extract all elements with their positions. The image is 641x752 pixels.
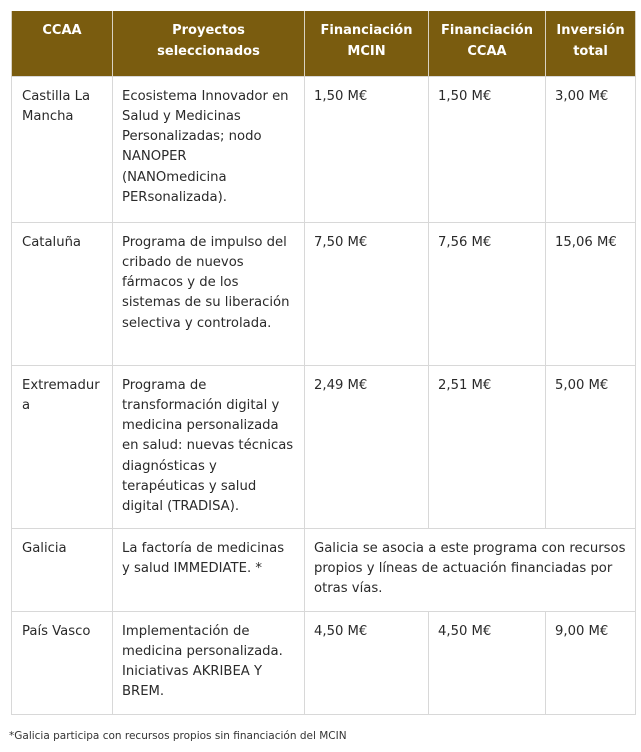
cell-financiacion-mcin: 2,49 M€ bbox=[305, 365, 429, 528]
table-row bbox=[12, 222, 636, 365]
header-ccaa: CCAA bbox=[12, 11, 113, 76]
cell-financiacion-mcin: 1,50 M€ bbox=[305, 76, 429, 222]
cell-inversion-total: 15,06 M€ bbox=[546, 222, 636, 365]
header-financiacion-ccaa: Financiación CCAA bbox=[429, 11, 546, 76]
cell-financiacion-ccaa: 2,51 M€ bbox=[429, 365, 546, 528]
cell-proyecto: Programa de impulso del cribado de nuevos fármacos y de los sistemas de su liberación selectiva y controlada. bbox=[113, 222, 305, 365]
cell-ccaa: Extremadura bbox=[12, 365, 113, 528]
cell-financiacion-mcin: 4,50 M€ bbox=[305, 611, 429, 714]
cell-proyecto: Programa de transformación digital y medicina personalizada en salud: nuevas técnicas diagnósticas y terapéuticas y salud digital (TRADISA). bbox=[113, 365, 305, 528]
table-row bbox=[12, 528, 636, 611]
header-inversion-total: Inversión total bbox=[546, 11, 636, 76]
cell-proyecto: La factoría de medicinas y salud IMMEDIATE. * bbox=[113, 528, 305, 611]
cell-galicia-note: Galicia se asocia a este programa con recursos propios y líneas de actuación financiadas por otras vías. bbox=[305, 528, 636, 611]
cell-proyecto: Ecosistema Innovador en Salud y Medicinas Personalizadas; nodo NANOPER (NANOmedicina PERsonalizada). bbox=[113, 76, 305, 222]
cell-financiacion-ccaa: 4,50 M€ bbox=[429, 611, 546, 714]
funding-table bbox=[11, 11, 636, 715]
header-financiacion-mcin: Financiación MCIN bbox=[305, 11, 429, 76]
header-proyectos: Proyectos seleccionados bbox=[113, 11, 305, 76]
cell-inversion-total: 9,00 M€ bbox=[546, 611, 636, 714]
table-row bbox=[12, 365, 636, 528]
cell-proyecto: Implementación de medicina personalizada. Iniciativas AKRIBEA Y BREM. bbox=[113, 611, 305, 714]
header-row bbox=[12, 11, 636, 76]
cell-ccaa: Cataluña bbox=[12, 222, 113, 365]
table-row bbox=[12, 611, 636, 714]
table-header bbox=[12, 11, 636, 76]
cell-financiacion-mcin: 7,50 M€ bbox=[305, 222, 429, 365]
cell-inversion-total: 3,00 M€ bbox=[546, 76, 636, 222]
table-body bbox=[12, 76, 636, 714]
cell-financiacion-ccaa: 7,56 M€ bbox=[429, 222, 546, 365]
cell-financiacion-ccaa: 1,50 M€ bbox=[429, 76, 546, 222]
funding-table-container bbox=[11, 11, 635, 715]
table-row bbox=[12, 76, 636, 222]
cell-ccaa: Galicia bbox=[12, 528, 113, 611]
footnote: *Galicia participa con recursos propios sin financiación del MCIN bbox=[9, 730, 347, 742]
cell-ccaa: País Vasco bbox=[12, 611, 113, 714]
cell-inversion-total: 5,00 M€ bbox=[546, 365, 636, 528]
cell-ccaa: Castilla La Mancha bbox=[12, 76, 113, 222]
